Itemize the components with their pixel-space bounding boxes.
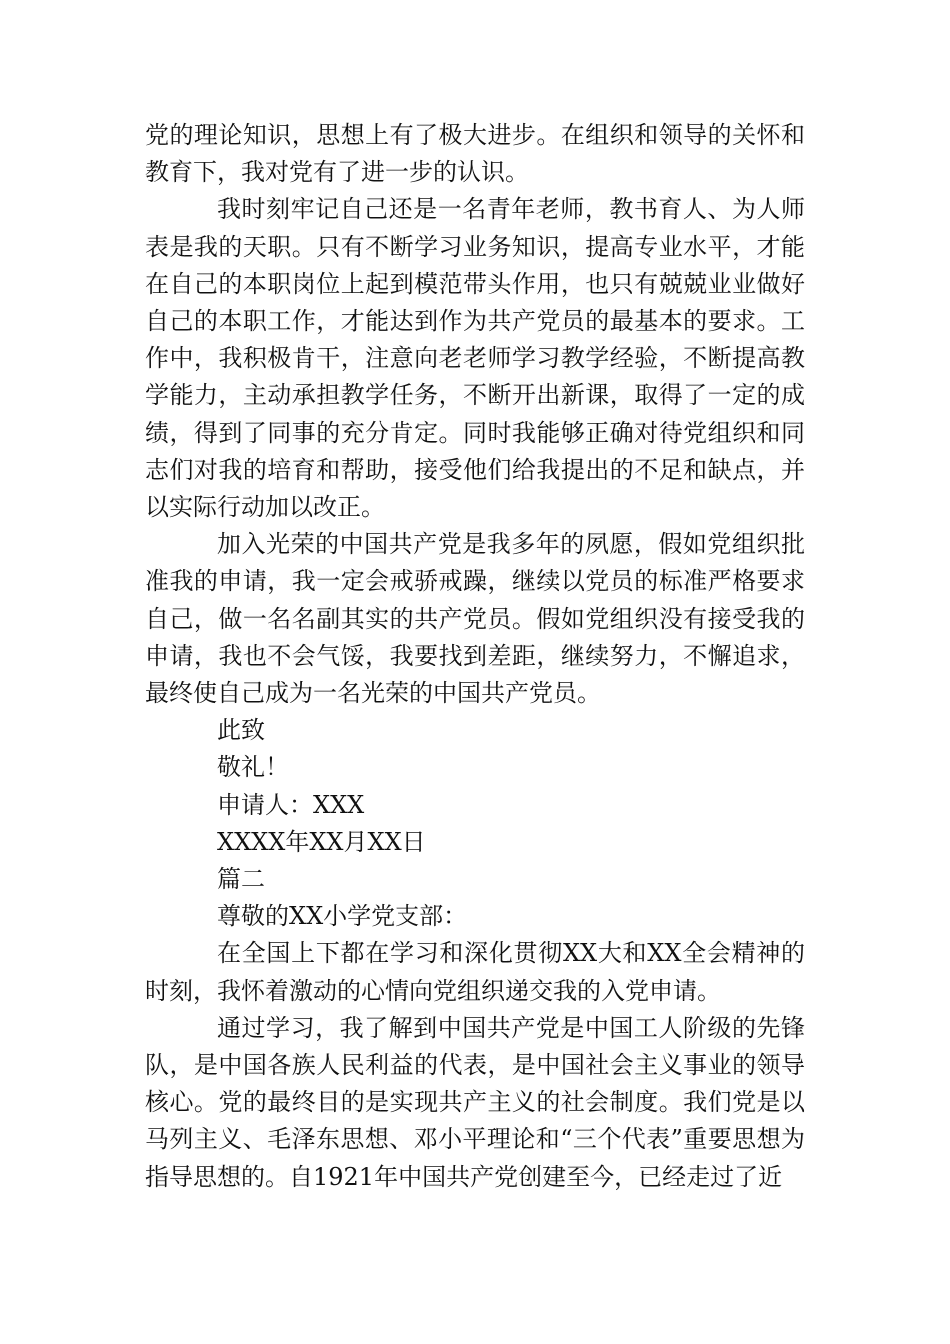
date-line: XXXX年XX月XX日 bbox=[217, 827, 426, 856]
paragraph-continuation: 党的理论知识，思想上有了极大进步。在组织和领导的关怀和教育下，我对党有了进一步的认识。 bbox=[145, 121, 805, 187]
applicant-line: 申请人：XXX bbox=[217, 790, 365, 819]
paragraph-submission: 在全国上下都在学习和深化贯彻XX大和XX全会精神的时刻，我怀着激动的心情向党组织递交我的入党申请。 bbox=[145, 939, 805, 1005]
paragraph-aspiration: 加入光荣的中国共产党是我多年的夙愿，假如党组织批准我的申请，我一定会戒骄戒躁，继续以党员的标准严格要求自己，做一名名副其实的共产党员。假如党组织没有接受我的申请，我也不会气馁，我要找到差距，继续努力，不懈追求，最终使自己成为一名光荣的中国共产党员。 bbox=[145, 530, 805, 708]
paragraph-teacher-duty: 我时刻牢记自己还是一名青年老师，教书育人、为人师表是我的天职。只有不断学习业务知识，提高专业水平，才能在自己的本职岗位上起到模范带头作用，也只有兢兢业业做好自己的本职工作，才能达到作为共产党员的最基本的要求。工作中，我积极肯干，注意向老老师学习教学经验，不断提高教学能力，主动承担教学任务，不断开出新课，取得了一定的成绩，得到了同事的充分肯定。同时我能够正确对待党组织和同志们对我的培育和帮助，接受他们给我提出的不足和缺点，并以实际行动加以改正。 bbox=[145, 195, 805, 522]
document-body bbox=[145, 117, 805, 1196]
greeting-line: 尊敬的XX小学党支部： bbox=[217, 902, 468, 931]
closing-line: 此致 bbox=[217, 716, 265, 745]
section-heading: 篇二 bbox=[217, 865, 265, 894]
salute-line: 敬礼！ bbox=[217, 753, 289, 782]
paragraph-party-history: 通过学习，我了解到中国共产党是中国工人阶级的先锋队，是中国各族人民利益的代表，是中国社会主义事业的领导核心。党的最终目的是实现共产主义的社会制度。我们党是以马列主义、毛泽东思想、邓小平理论和“三个代表”重要思想为指导思想的。自1921年中国共产党创建至今，已经走过了近 bbox=[145, 1013, 805, 1191]
